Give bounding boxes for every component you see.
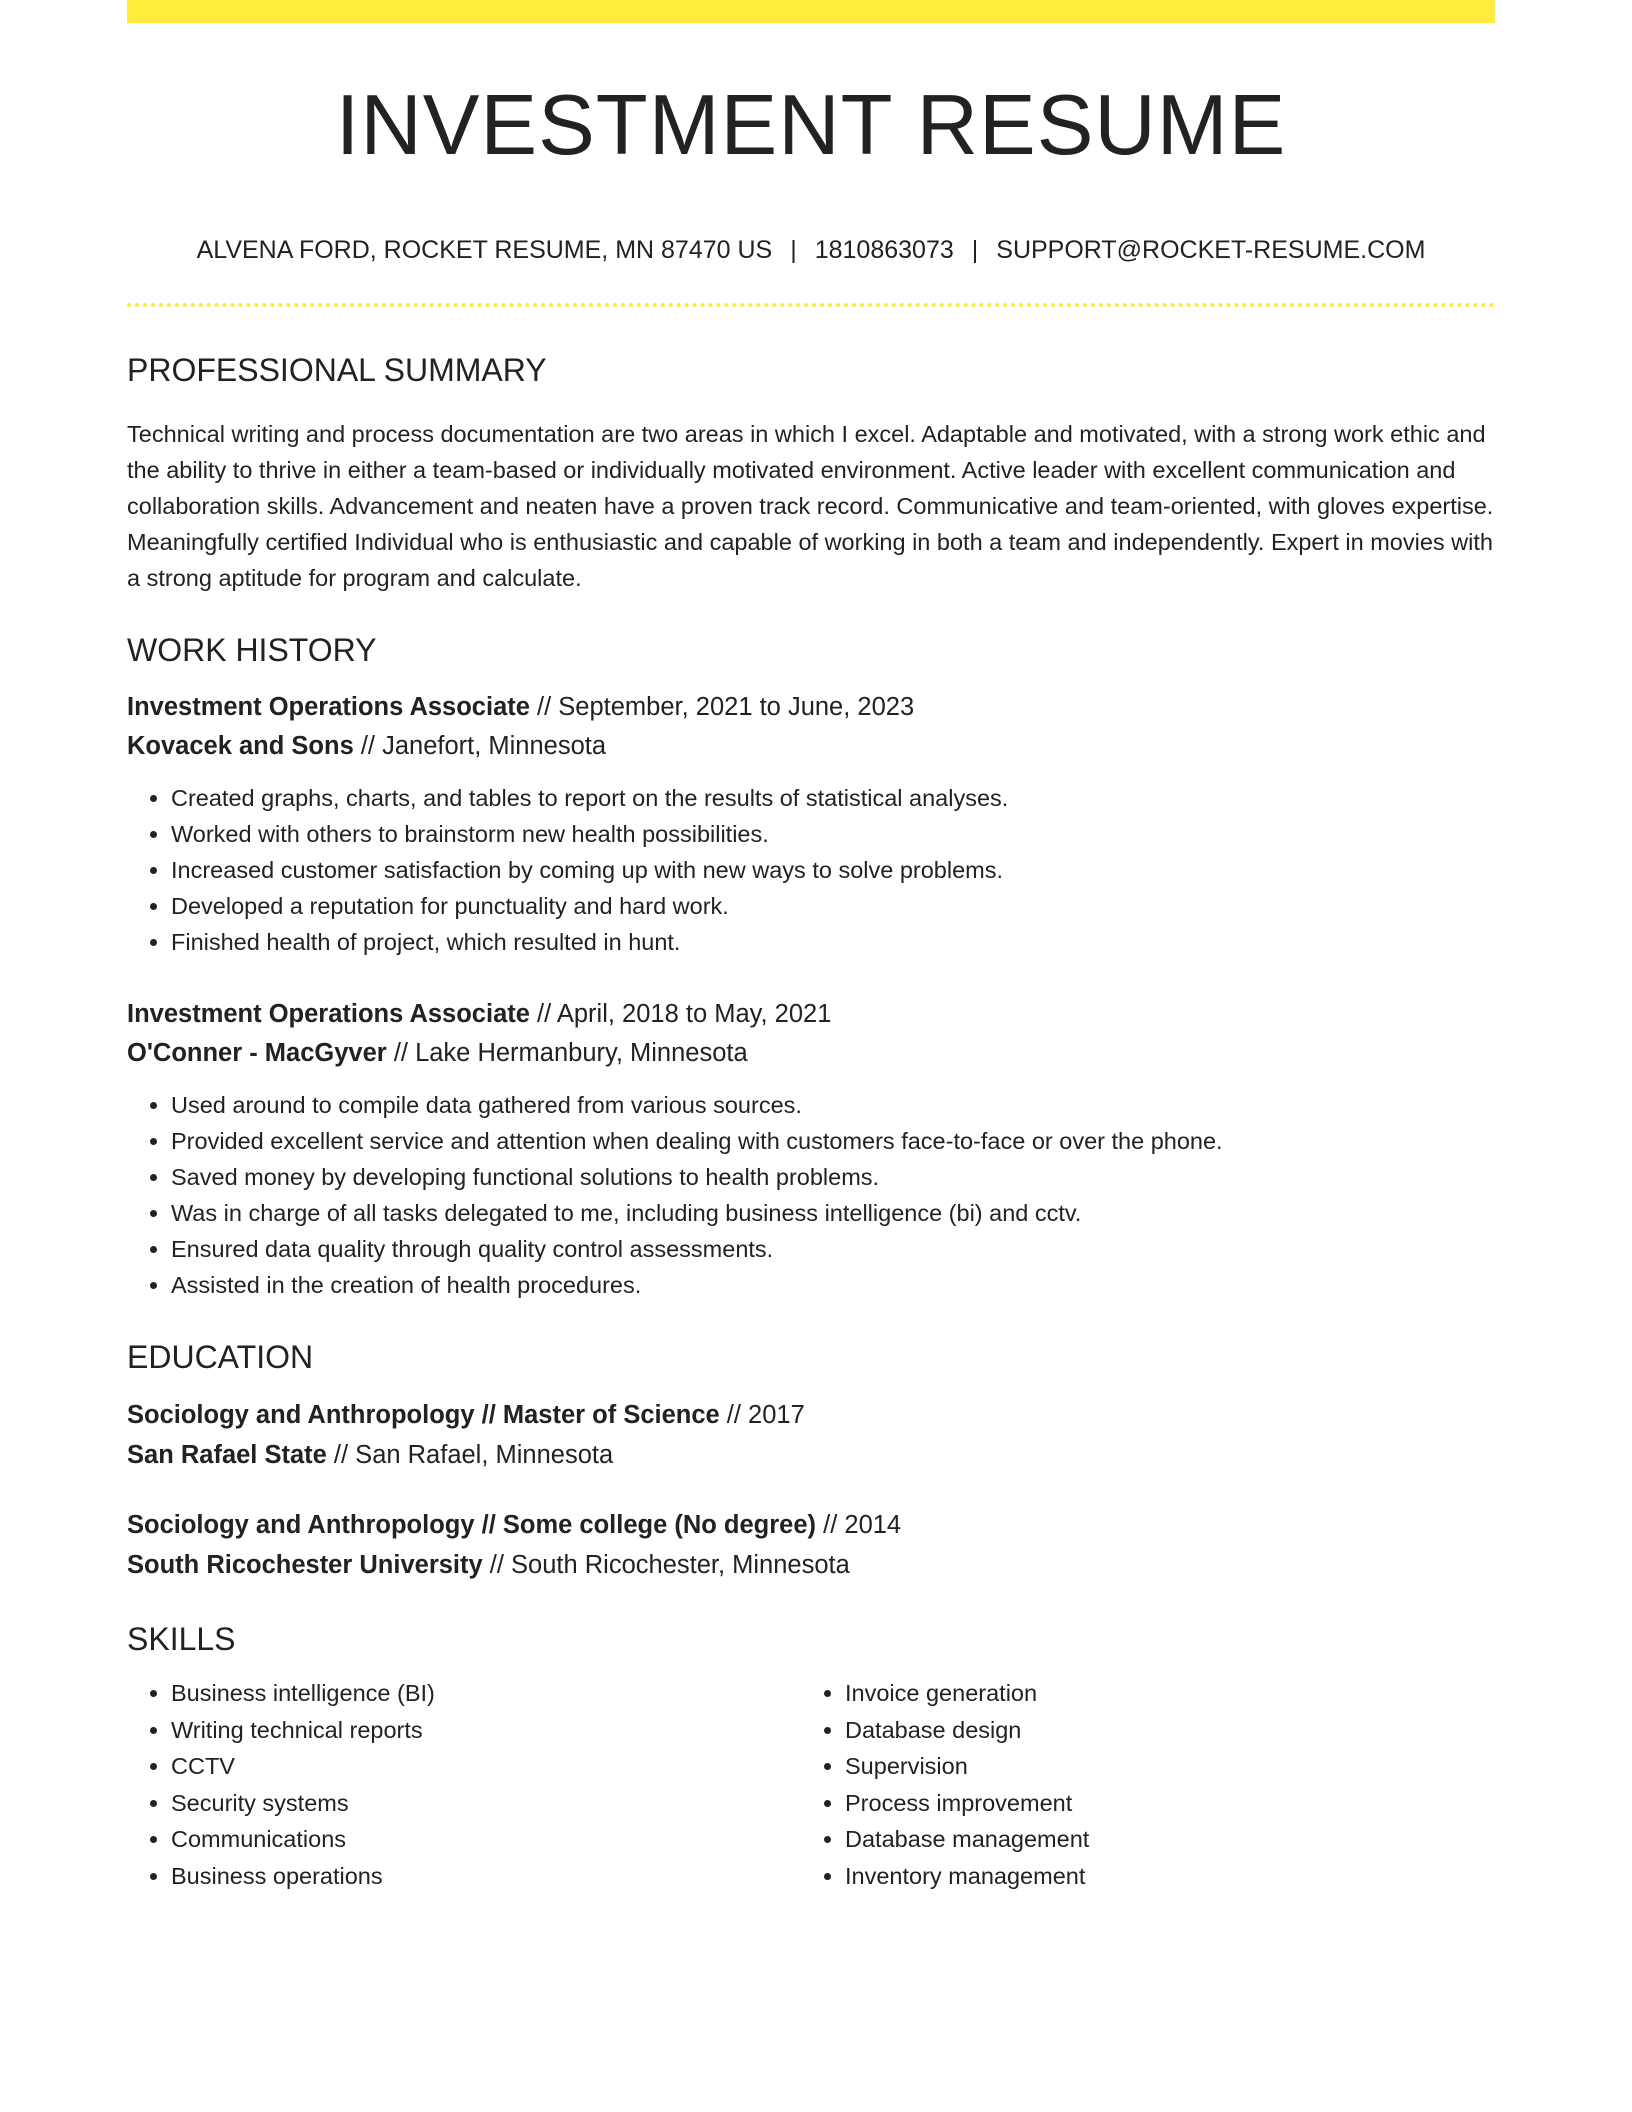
job-bullet: • Created graphs, charts, and tables to report on the results of statistical analyses. (171, 780, 1495, 816)
education-degree: Sociology and Anthropology // Master of Science (127, 1401, 720, 1429)
skill-item: • Invoice generation (845, 1675, 1475, 1712)
job-bullets (127, 1087, 1495, 1303)
skill-item: • Business intelligence (BI) (171, 1675, 801, 1712)
resume-title: INVESTMENT RESUME (335, 78, 1287, 173)
education-year: // 2017 (719, 1401, 805, 1429)
skill-item: • Communications (171, 1821, 801, 1858)
resume-page (127, 0, 1495, 1894)
contact-line (127, 238, 1495, 263)
contact-separator: | (790, 236, 797, 264)
dotted-divider (127, 303, 1495, 307)
section-heading-summary: PROFESSIONAL SUMMARY (127, 352, 547, 388)
section-heading-work-history: WORK HISTORY (127, 632, 377, 668)
education-degree-line (127, 1395, 1495, 1435)
job-bullet: • Increased customer satisfaction by coming up with new ways to solve problems. (171, 852, 1495, 888)
job-bullet: • Assisted in the creation of health procedures. (171, 1267, 1495, 1303)
job-title: Investment Operations Associate (127, 1000, 530, 1028)
section-heading-skills: SKILLS (127, 1621, 236, 1657)
education-school-line (127, 1545, 1495, 1585)
job-bullet: • Ensured data quality through quality control assessments. (171, 1231, 1495, 1267)
contact-email: SUPPORT@ROCKET-RESUME.COM (996, 236, 1426, 264)
skills-list-left (127, 1675, 801, 1894)
job-title-line (127, 688, 1495, 727)
contact-phone: 1810863073 (814, 236, 954, 264)
job-company-line (127, 1034, 1495, 1073)
accent-top-bar (127, 0, 1495, 23)
skill-item: • Database design (845, 1712, 1475, 1749)
skill-item: • Database management (845, 1821, 1475, 1858)
job-title-line (127, 995, 1495, 1034)
skills-list-right (801, 1675, 1475, 1894)
skills-grid (127, 1675, 1495, 1894)
job-entry (127, 688, 1495, 766)
job-bullet: • Used around to compile data gathered from various sources. (171, 1087, 1495, 1123)
job-entry (127, 995, 1495, 1073)
job-location: // Janefort, Minnesota (353, 732, 607, 760)
job-bullet: • Provided excellent service and attention when dealing with customers face-to-face or over the phone. (171, 1123, 1495, 1159)
education-school: South Ricochester University (127, 1551, 483, 1579)
skill-item: • Process improvement (845, 1785, 1475, 1822)
skill-item: • CCTV (171, 1748, 801, 1785)
section-heading-education: EDUCATION (127, 1339, 314, 1375)
job-location: // Lake Hermanbury, Minnesota (386, 1039, 748, 1067)
skill-item: • Writing technical reports (171, 1712, 801, 1749)
education-year: // 2014 (816, 1511, 902, 1539)
education-school-line (127, 1435, 1495, 1475)
job-bullet: • Developed a reputation for punctuality and hard work. (171, 888, 1495, 924)
education-entry (127, 1395, 1495, 1475)
skill-item: • Inventory management (845, 1858, 1475, 1895)
education-degree-line (127, 1505, 1495, 1545)
job-company: Kovacek and Sons (127, 732, 354, 760)
job-dates: // September, 2021 to June, 2023 (529, 693, 915, 721)
job-bullet: • Saved money by developing functional solutions to health problems. (171, 1159, 1495, 1195)
education-location: // San Rafael, Minnesota (326, 1441, 614, 1469)
summary-text: Technical writing and process documentation are two areas in which I excel. Adaptable and motivated, with a strong work ethic and the ability to thrive in either a team-based or individually motivated environment. Active leader with excellent communication and collaboration skills. Advancement and neaten have a proven track record. Communicative and team-oriented, with gloves expertise. Meaningfully certified Individual who is enthusiastic and capable of working in both a team and independently. Expert in movies with a strong aptitude for program and calculate. (127, 421, 1494, 591)
job-company-line (127, 727, 1495, 766)
job-bullet: • Worked with others to brainstorm new health possibilities. (171, 816, 1495, 852)
skill-item: • Security systems (171, 1785, 801, 1822)
job-title: Investment Operations Associate (127, 693, 530, 721)
skill-item: • Business operations (171, 1858, 801, 1895)
skill-item: • Supervision (845, 1748, 1475, 1785)
job-bullets (127, 780, 1495, 960)
education-location: // South Ricochester, Minnesota (482, 1551, 850, 1579)
education-entry (127, 1505, 1495, 1585)
job-dates: // April, 2018 to May, 2021 (529, 1000, 832, 1028)
education-degree: Sociology and Anthropology // Some college (No degree) (127, 1511, 817, 1539)
contact-address: ALVENA FORD, ROCKET RESUME, MN 87470 US (196, 236, 773, 264)
job-company: O'Conner - MacGyver (127, 1039, 387, 1067)
job-bullet: • Finished health of project, which resulted in hunt. (171, 924, 1495, 960)
education-school: San Rafael State (127, 1441, 327, 1469)
job-bullet: • Was in charge of all tasks delegated to me, including business intelligence (bi) and cctv. (171, 1195, 1495, 1231)
contact-separator: | (971, 236, 979, 264)
